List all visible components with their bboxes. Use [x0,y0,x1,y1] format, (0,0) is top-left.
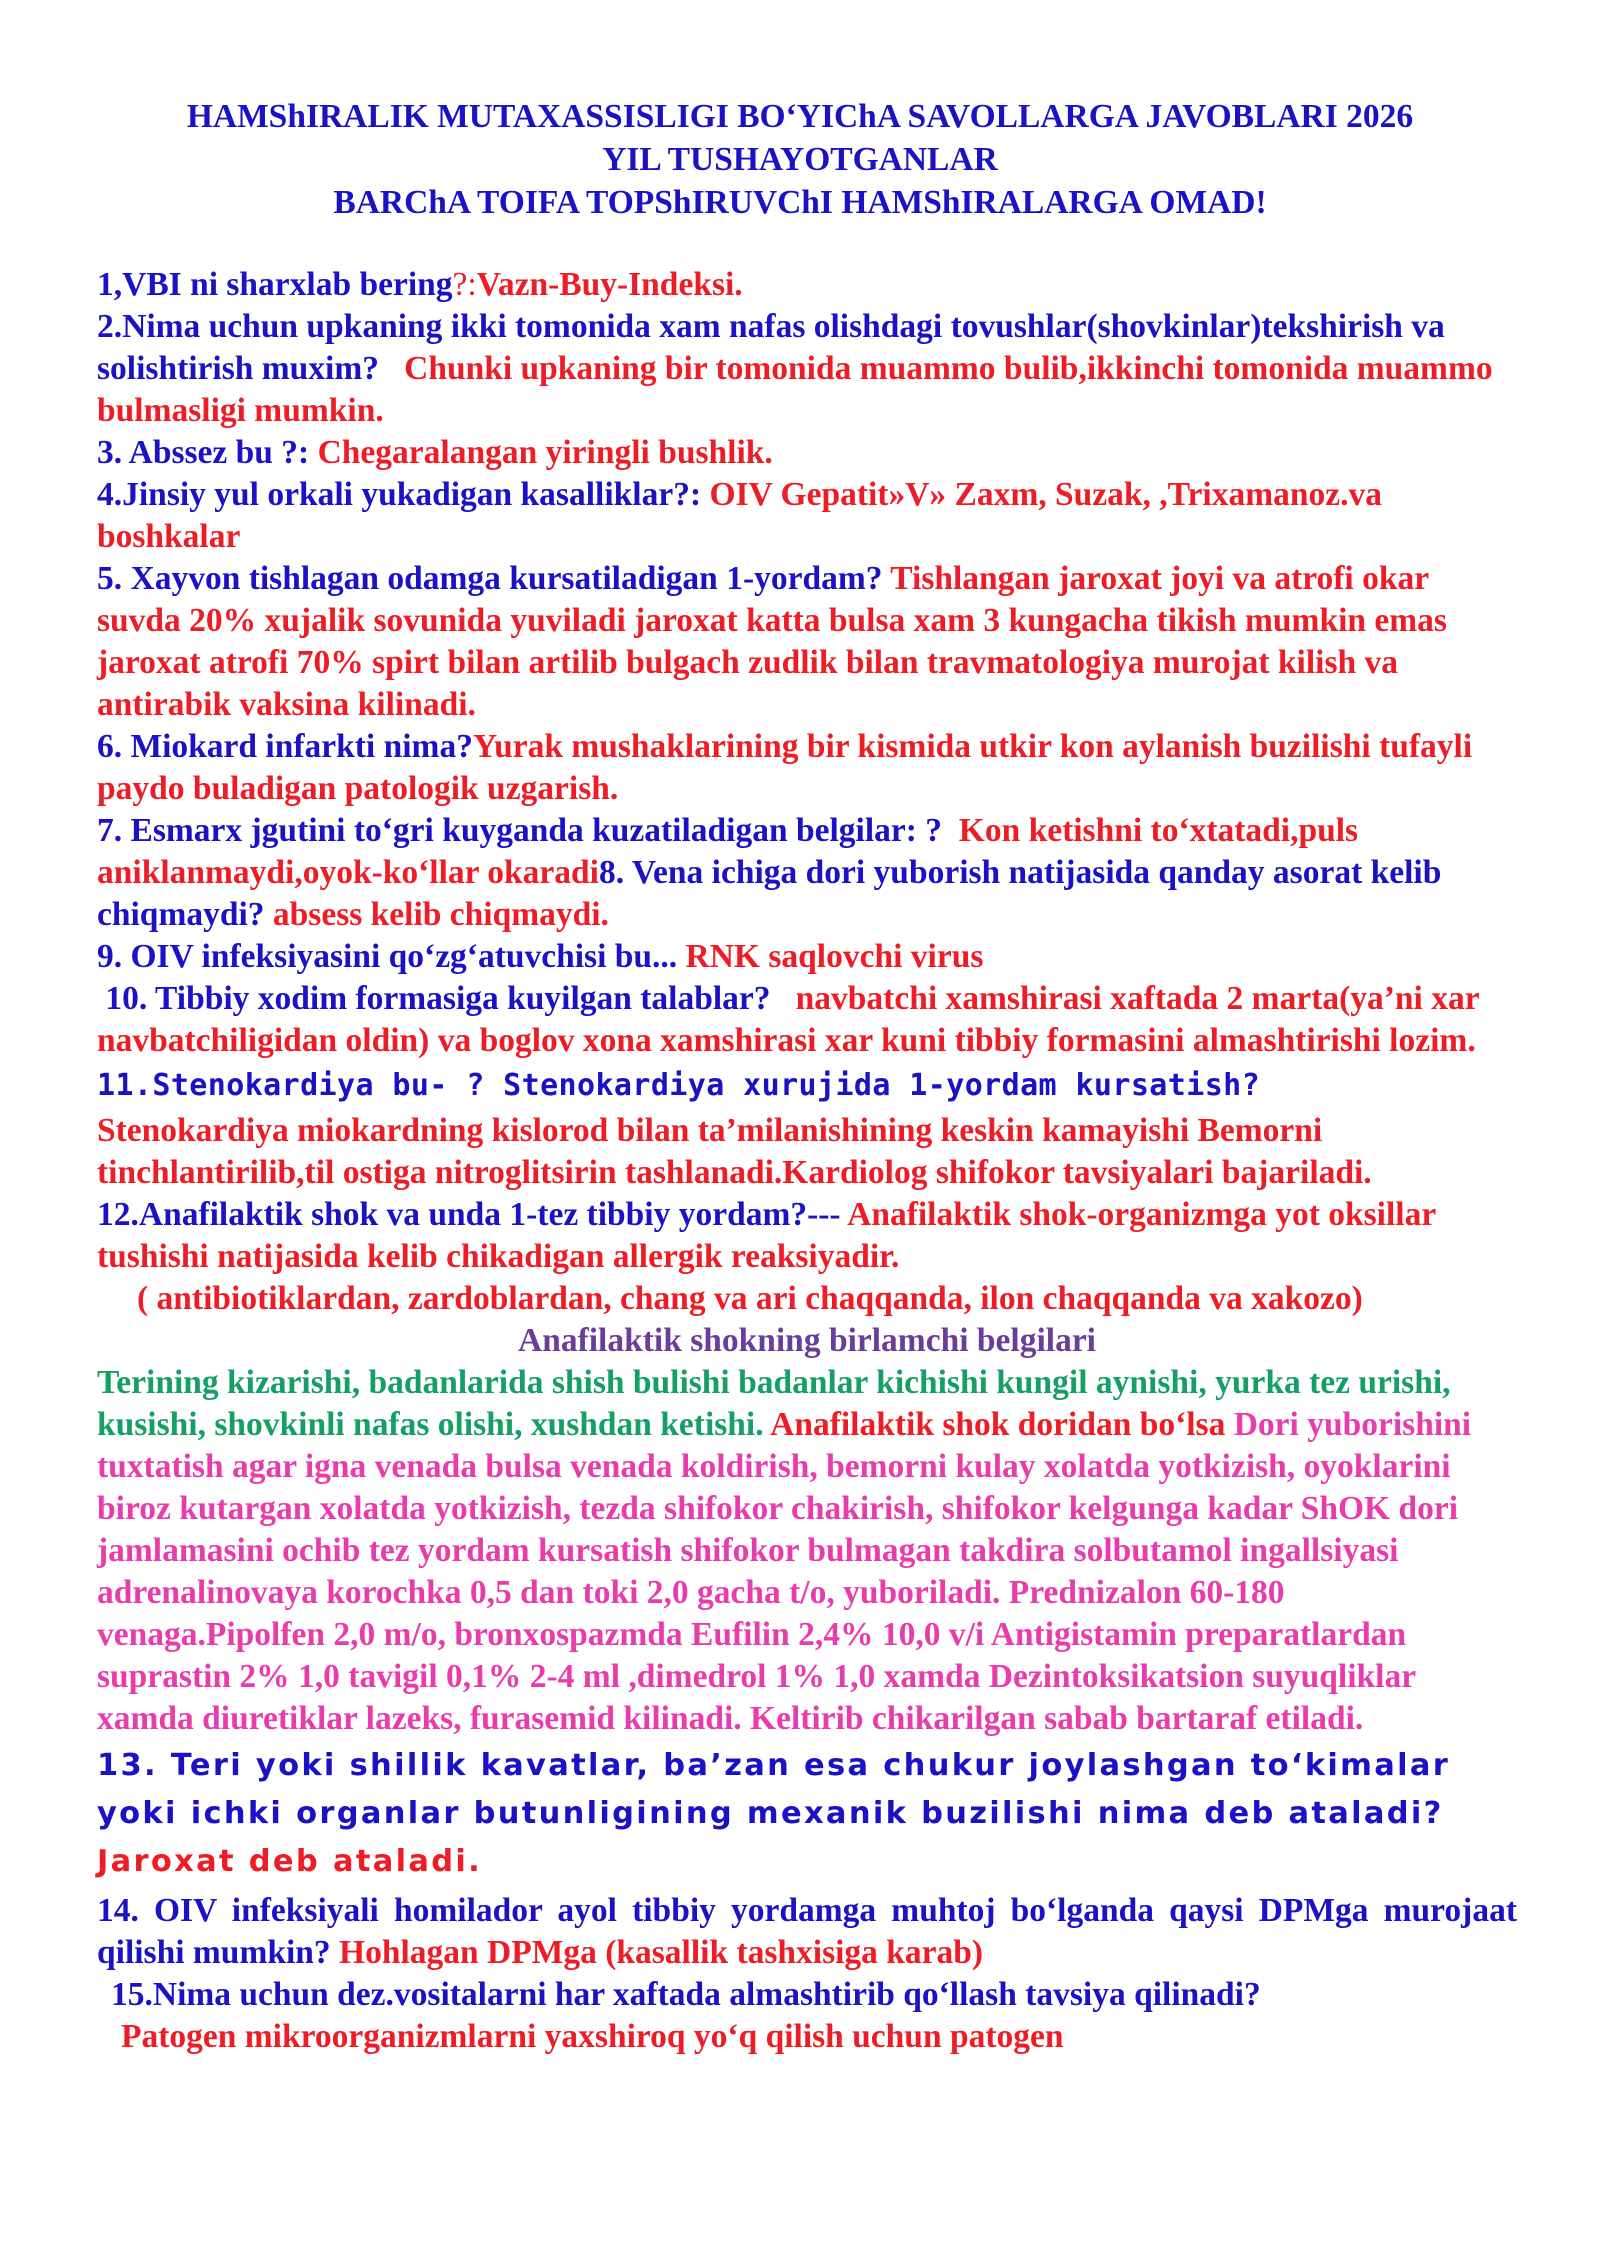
answer-7: Kon ketishni to‘xtatadi,puls aniklanmaydi,oyok-ko‘llar okaradi [97,812,1359,891]
qa-item-3 [97,432,1517,474]
qa-item-6 [97,726,1517,810]
qa-item-13 [97,1742,1517,1886]
qa-item-12 [97,1194,1517,1278]
question-3: 3. Abssez bu ?: [97,434,310,471]
qa-item-9 [97,936,1517,978]
answer-2: Chunki upkaning bir tomonida muammo bulib,ikkinchi tomonida muammo bulmasligi mumkin. [97,350,1493,429]
qa-item-2 [97,306,1517,432]
answer-12-treatment: Dori yuborishini tuxtatish agar igna venada bulsa venada koldirish, bemorni kulay xolatda yotkizish, oyoklarini biroz kutargan xolatda yotkizish, tezda shifokor chakirish, shifokor kelgunga kadar ShOK dori jamlamasini ochib tez yordam kursatish shifokor bulmagan takdira solbutamol ingallsiyasi adrenalinovaya korochka 0,5 dan toki 2,0 gacha t/o, yuboriladi. Prednizalon 60-180 venaga.Pipolfen 2,0 m/o, bronxospazmda Eufilin 2,4% 10,0 v/i Antigistamin preparatlardan suprastin 2% 1,0 tavigil 0,1% 2-4 ml ,dimedrol 1% 1,0 xamda Dezintoksikatsion suyuqliklar xamda diuretiklar lazeks, furasemid kilinadi. Keltirib chikarilgan sabab bartaraf etiladi. [97,1406,1472,1737]
answer-13: Jaroxat deb ataladi. [97,1844,482,1879]
answer-10: navbatchi xamshirasi xaftada 2 marta(ya’ni xar navbatchiligidan oldin) va boglov xona xamshirasi xar kuni tibbiy formasini almashtirishi lozim. [97,980,1480,1059]
qa-item-10 [97,978,1517,1062]
question-5: 5. Xayvon tishlagan odamga kursatiladigan 1-yordam? [97,560,883,597]
answer-5: Tishlangan jaroxat joyi va atrofi okar suvda 20% xujalik sovunida yuviladi jaroxat katta bulsa xam 3 kungacha tikish mumkin emas jaroxat atrofi 70% spirt bilan artilib bulgach zudlik bilan travmatologiya murojat kilish va antirabik vaksina kilinadi. [97,560,1447,723]
question-1-mark: ?: [452,266,477,303]
question-8: 8. Vena ichiga dori yuborish natijasida qanday asorat kelib chiqmaydi? [97,854,1442,933]
question-12: 12.Anafilaktik shok va unda 1-tez tibbiy yordam?--- [97,1196,841,1233]
answer-12-heading: Anafilaktik shokning birlamchi belgilari [518,1322,1096,1359]
answer-11: Stenokardiya miokardning kislorod bilan ta’milanishining keskin kamayishi Bemorni tinchlantirilib,til ostiga nitroglitsirin tashlanadi.Kardiolog shifokor tavsiyalari bajariladi. [97,1112,1372,1191]
answer-8: absess kelib chiqmaydi. [272,896,609,933]
header-line-1: HAMShIRALIK MUTAXASSISLIGI BO‘YIChA SAVOLLARGA JAVOBLARI 2026 [186,98,1414,135]
answer-12-signs-block [97,1362,1517,1740]
qa-item-7-8 [97,810,1517,936]
question-2: 2.Nima uchun upkaning ikki tomonida xam nafas olishdagi tovushlar(shovkinlar)tekshirish va solishtirish muxim? [97,308,1445,387]
answer-15: Patogen mikroorganizmlarni yaxshiroq yo‘q qilish uchun patogen [121,2018,1064,2055]
question-7: 7. Esmarx jgutini to‘gri kuyganda kuzatiladigan belgilar: ? [97,812,943,849]
question-9: 9. OIV infeksiyasini qo‘zg‘atuvchisi bu... [97,938,678,975]
header-line-2: YIL TUSHAYOTGANLAR [602,141,998,178]
answer-12-drug-intro: Anafilaktik shok doridan bo‘lsa [770,1406,1226,1443]
question-1: 1,VBI ni sharxlab bering [97,266,453,303]
qa-item-1 [97,264,1517,306]
answer-12-examples: ( antibiotiklardan, zardoblardan, chang va ari chaqqanda, ilon chaqqanda va xakozo) [137,1280,1363,1317]
answer-1: Vazn-Buy-Indeksi. [476,266,743,303]
qa-item-5 [97,558,1517,726]
question-4: 4.Jinsiy yul orkali yukadigan kasalliklar?: [97,476,702,513]
question-6: 6. Miokard infarkti nima? [97,728,473,765]
answer-12: Anafilaktik shok-organizmga yot oksillar tushishi natijasida kelib chikadigan allergik reaksiyadir. [97,1196,1436,1275]
qa-list [97,264,1517,2058]
answer-9: RNK saqlovchi virus [685,938,984,975]
question-10: 10. Tibbiy xodim formasiga kuyilgan talablar? [105,980,771,1017]
answer-14: Hohlagan DPMga (kasallik tashxisiga karab) [339,1934,984,1971]
question-11: 11.Stenokardiya bu- ? Stenokardiya xurujida 1-yordam kursatish? [97,1068,1261,1103]
answer-12-signs: Terining kizarishi, badanlarida shish bulishi badanlar kichishi kungil aynishi, yurka tez urishi, kusishi, shovkinli nafas olishi, xushdan ketishi. [97,1364,1451,1443]
qa-item-4 [97,474,1517,558]
answer-6: Yurak mushaklarining bir kismida utkir kon aylanish buzilishi tufayli paydo buladigan patologik uzgarish. [97,728,1473,807]
document-header [0,95,1600,224]
answer-3: Chegaralangan yiringli bushlik. [317,434,773,471]
question-14: 14. OIV infeksiyali homilador ayol tibbiy yordamga muhtoj bo‘lganda qaysi DPMga murojaat qilishi mumkin? [97,1892,1517,1971]
answer-4: OIV Gepatit»V» Zaxm, Suzak, ,Trixamanoz.va boshkalar [97,476,1382,555]
header-line-3: BARChA TOIFA TOPShIRUVChI HAMShIRALARGA OMAD! [333,184,1267,221]
question-13: 13. Teri yoki shillik kavatlar, ba’zan esa chukur joylashgan to‘kimalar yoki ichki organlar butunligining mexanik buzilishi nima deb ataladi? [97,1748,1451,1831]
qa-item-14 [97,1890,1517,1974]
question-15: 15.Nima uchun dez.vositalarni har xaftada almashtirib qo‘llash tavsiya qilinadi? [111,1976,1261,2013]
